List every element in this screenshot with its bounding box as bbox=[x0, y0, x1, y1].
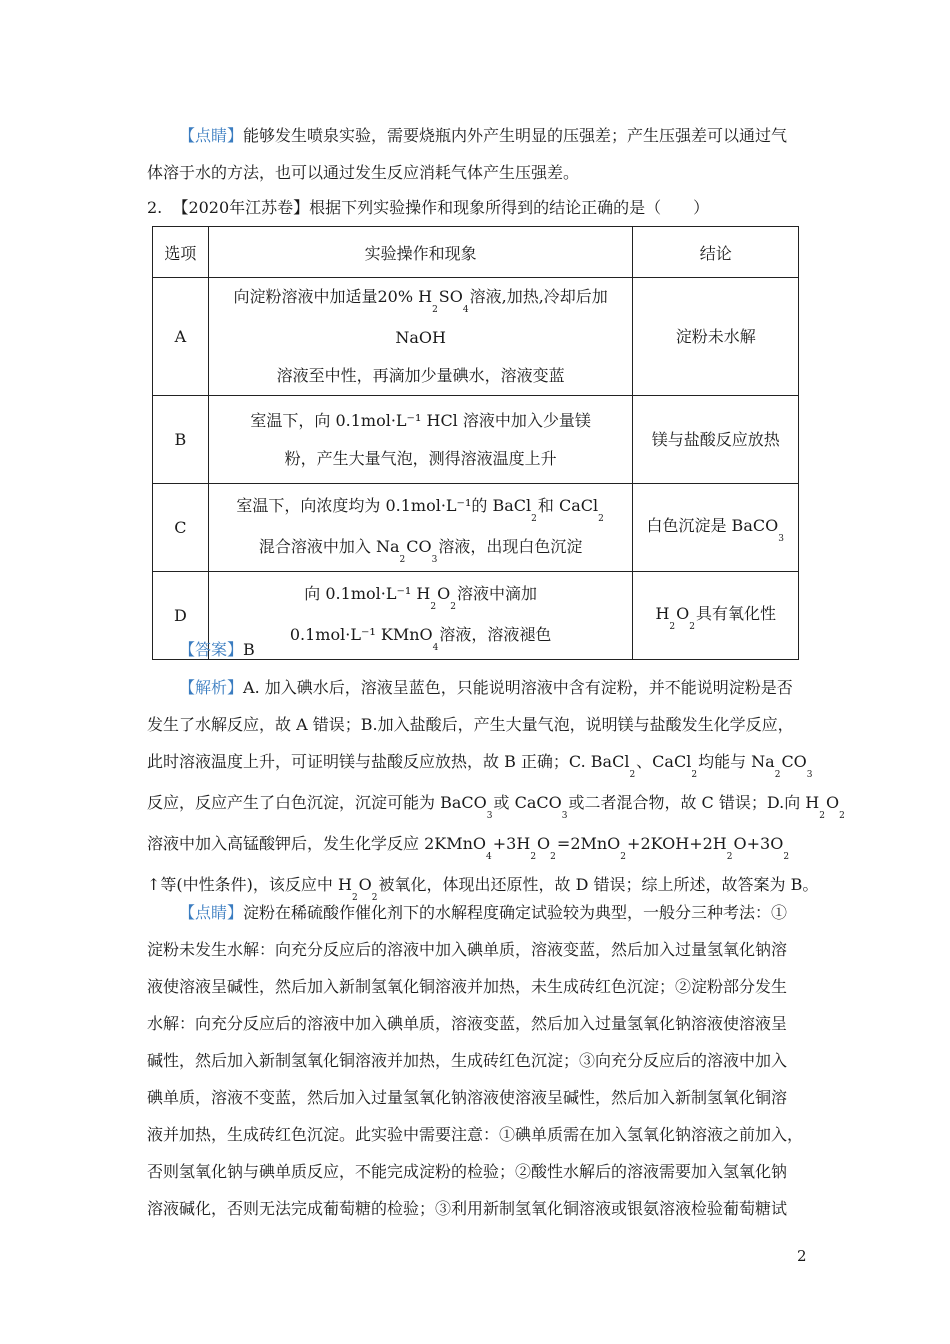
conclusion-cell: 白色沉淀是 BaCO$_3$ bbox=[633, 484, 799, 572]
option-cell: D bbox=[153, 572, 209, 660]
operation-cell: 室温下，向 0.1mol·L⁻¹ HCl 溶液中加入少量镁 粉，产生大量气泡，测得溶液温度上升 bbox=[208, 396, 633, 484]
experiment-table bbox=[152, 226, 799, 660]
question-text: 根据下列实验操作和现象所得到的结论正确的是（ ） bbox=[309, 198, 710, 217]
table-row bbox=[153, 278, 799, 396]
tip-tag: 【点睛】 bbox=[179, 126, 244, 145]
conclusion-cell: 淀粉未水解 bbox=[633, 278, 799, 396]
option-cell: B bbox=[153, 396, 209, 484]
table-header: 结论 bbox=[633, 227, 799, 278]
question-source: 【2020年江苏卷】 bbox=[172, 198, 310, 217]
answer-tag: 【答案】 bbox=[179, 640, 244, 659]
table-row bbox=[153, 396, 799, 484]
question-number: 2. bbox=[147, 198, 163, 217]
tip-paragraph-2: 【点睛】淀粉在稀硫酸作催化剂下的水解程度确定试验较为典型，一般分三种考法：① 淀粉未发生水解：向充分反应后的溶液中加入碘单质，溶液变蓝，然后加入过量氢氧化钠溶 液使溶液呈碱性，然后加入新制氢氧化铜溶液并加热，未生成砖红色沉淀；②淀粉部分发生 水解：向充分反应后的溶液中加入碘单质，溶液变蓝，然后加入过量氢氧化钠溶液使溶液呈 碱性，然后加入新制氢氧化铜溶液并加热，生成砖红色沉淀；③向充分反应后的溶液中加入 碘单质，溶液不变蓝，然后加入过量氢氧化钠溶液使溶液呈碱性，然后加入新制氢氧化铜溶 液并加热，生成砖红色沉淀。此实验中需要注意：①碘单质需在加入氢氧化钠溶液之前加入， 否则氢氧化钠与碘单质反应，不能完成淀粉的检验；②酸性水解后的溶液需要加入氢氧化钠 溶液碱化，否则无法完成葡萄糖的检验；③利用新制氢氧化铜溶液或银氨溶液检验葡萄糖试 bbox=[147, 903, 804, 1218]
conclusion-cell: 镁与盐酸反应放热 bbox=[633, 396, 799, 484]
operation-cell: 向 0.1mol·L⁻¹ $H_2O_2$溶液中滴加 0.1mol·L⁻¹ KMnO$_4$溶液，溶液褪色 bbox=[208, 572, 633, 660]
table-header-row bbox=[153, 227, 799, 278]
table-row bbox=[153, 484, 799, 572]
table-header: 实验操作和现象 bbox=[208, 227, 633, 278]
option-cell: A bbox=[153, 278, 209, 396]
operation-cell: 向淀粉溶液中加适量20% $H_2SO_4$溶液,加热,冷却后加NaOH 溶液至中性，再滴加少量碘水，溶液变蓝 bbox=[208, 278, 633, 396]
tip-paragraph-1 bbox=[147, 117, 807, 191]
answer-line bbox=[147, 631, 807, 668]
analysis-tag: 【解析】 bbox=[179, 678, 244, 697]
tip-tag: 【点睛】 bbox=[179, 903, 244, 922]
operation-cell: 室温下，向浓度均为 0.1mol·L⁻¹的 BaCl$_2$和 CaCl$_2$ 混合溶液中加入 $Na_2CO_3$溶液，出现白色沉淀 bbox=[208, 484, 633, 572]
answer-value: B bbox=[243, 640, 255, 659]
tip-text: 体溶于水的方法，也可以通过发生反应消耗气体产生压强差。 bbox=[147, 163, 580, 182]
table-header: 选项 bbox=[153, 227, 209, 278]
option-cell: C bbox=[153, 484, 209, 572]
question-stem bbox=[147, 195, 807, 221]
page-number: 2 bbox=[797, 1247, 807, 1265]
analysis-paragraph: 【解析】A. 加入碘水后，溶液呈蓝色，只能说明溶液中含有淀粉，并不能说明淀粉是否 发生了水解反应，故 A 错误；B.加入盐酸后，产生大量气泡，说明镁与盐酸发生化学反应， 此时溶液温度上升，可证明镁与盐酸反应放热，故 B 正确；C. BaCl$_2$、CaCl$_2$均能与 $Na_2CO_3$ 反应，反应产生了白色沉淀，沉淀可能为 BaCO$_3$或 CaCO$_3$或二者混合物，故 C 错误；D.向 $H_2O_2$ 溶液中加入高锰酸钾后，发生化学反应 $2KMnO_4+3H_2O_2=2MnO_2+2KOH+2H_2O+3O_2$ ↑等(中性条件)，该反应中 $H_2O_2$被氧化，体现出还原性，故 D 错误；综上所述，故答案为 B。 bbox=[147, 678, 846, 903]
tip-text: 能够发生喷泉实验，需要烧瓶内外产生明显的压强差；产生压强差可以通过气 bbox=[243, 126, 788, 145]
conclusion-cell: $H_2O_2$具有氧化性 bbox=[633, 572, 799, 660]
